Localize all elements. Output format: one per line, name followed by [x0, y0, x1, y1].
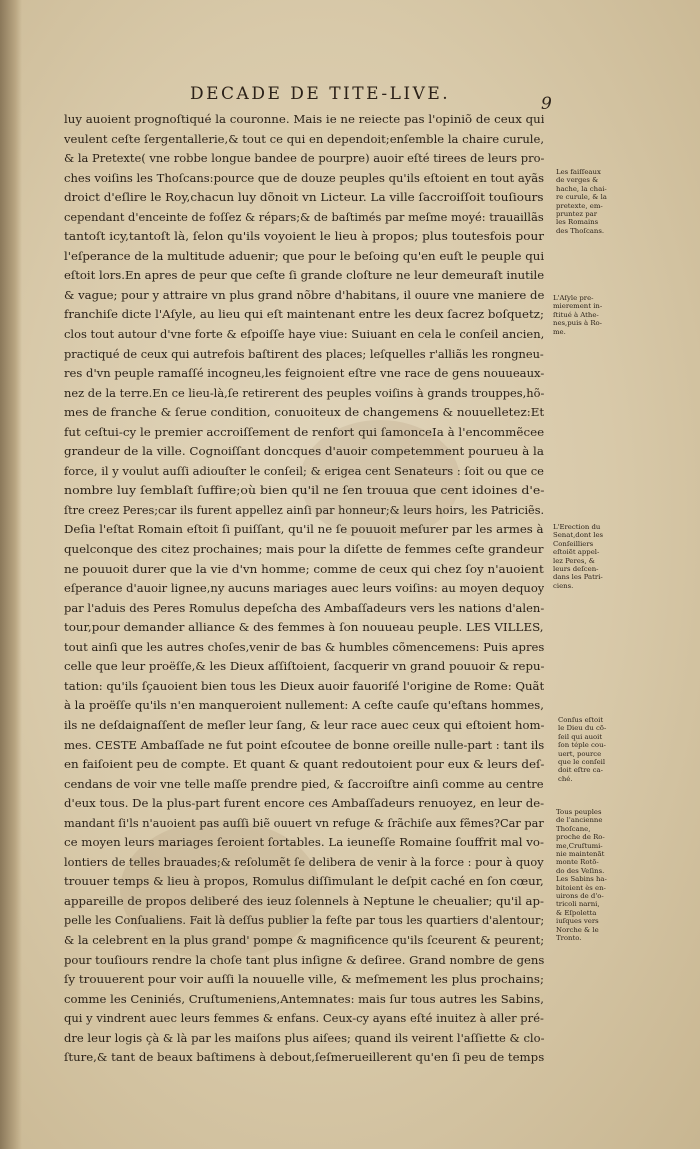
- marginal-note-line: les Romains: [556, 218, 599, 227]
- marginal-note-line: hache, la chai-: [556, 184, 607, 193]
- text-line: nez de la terre.En ce lieu-là,ſe retirerent des peuples voiſins à grands trouppes,hõ-: [64, 385, 544, 400]
- text-line: ches voiſins les Thoſcans:pource que de douze peuples qu'ils eſtoient en tout ayãs: [64, 170, 544, 185]
- marginal-note-line: le Dieu du cõ-: [558, 724, 607, 733]
- text-line: par l'aduis des Peres Romulus depeſcha des Ambaſſadeurs vers les nations d'alen-: [64, 600, 544, 615]
- text-line: qui y vindrent auec leurs femmes & enfans. Ceux-cy ayans eſté inuitez à aller pré-: [64, 1011, 544, 1026]
- text-line: trouuer temps & lieu à propos, Romulus diſſimulant le deſpit caché en ſon cœur,: [64, 874, 544, 889]
- text-line: à la proëſſe qu'ils n'en manqueroient nullement: A ceſte cauſe qu'eſtans hommes,: [64, 698, 544, 713]
- marginal-note-line: dans les Patri-: [553, 573, 603, 582]
- text-line: ſtre creez Peres;car ils furent appellez ainſi par honneur;& leurs hoirs, les Patriciẽs.: [64, 502, 544, 517]
- marginal-note-line: Les Sabins ha-: [556, 875, 607, 884]
- text-line: & la celebrent en la plus grand' pompe & magnificence qu'ils ſceurent & peurent;: [64, 932, 544, 947]
- marginal-note-line: Thoſcane,: [556, 824, 591, 833]
- marginal-note-faisceaux: [556, 168, 648, 235]
- text-line: res d'vn peuple ramaſſé incogneu,les feignoient eſtre vne race de gens nouueaux-: [64, 366, 544, 381]
- marginal-note-line: eſtoiẽt appel-: [553, 548, 600, 557]
- marginal-note-asyle: [553, 294, 645, 336]
- marginal-note-line: nie maintenãt: [556, 850, 605, 859]
- marginal-note-line: Norche & le: [556, 925, 599, 934]
- text-line: lontiers de telles brauades;& reſolumẽt ſe delibera de venir à la force : pour à quoy: [64, 854, 544, 869]
- text-line: pelle les Conſualiens. Fait là deſſus publier la feſte par tous les quartiers d'alentour;: [64, 913, 544, 928]
- marginal-note-line: me,Cruſtumi-: [556, 841, 603, 850]
- text-line: & la Pretexte( vne robbe longue bandee de pourpre) auoir eſté tirees de leurs pro-: [64, 151, 544, 166]
- marginal-note-line: & Eſpoletta: [556, 908, 597, 917]
- marginal-note-consus: [558, 716, 650, 783]
- text-line: ſture,& tant de beaux baſtimens à debout,ſeſmerueillerent qu'en ſi peu de temps: [64, 1050, 544, 1065]
- marginal-note-line: pretexte, em-: [556, 201, 603, 210]
- marginal-note-line: ſtitué à Athe-: [553, 310, 599, 319]
- marginal-note-line: Senat,dont les: [553, 531, 604, 540]
- marginal-note-line: uert, pource: [558, 749, 602, 758]
- marginal-note-line: que le conſeil: [558, 758, 606, 767]
- marginal-note-senat: [553, 523, 645, 590]
- text-line: tation: qu'ils ſçauoient bien tous les Dieux auoir fauoriſé l'origine de Rome: Quãt: [64, 678, 544, 693]
- text-line: tout ainſi que les autres choſes,venir de bas & humbles cõmencemens: Puis apres: [64, 639, 544, 654]
- text-line: veulent ceſte ſergentallerie,& tout ce qui en dependoit;enſemble la chaire curule,: [64, 131, 544, 146]
- marginal-note-line: ſon téple cou-: [558, 741, 606, 750]
- marginal-note-line: de l'ancienne: [556, 816, 603, 825]
- marginal-note-line: tricoli narni,: [556, 900, 600, 909]
- running-title: DECADE DE TITE-LIVE.: [190, 84, 451, 104]
- text-line: ce moyen leurs mariages ſeroient ſortables. La ieuneſſe Romaine ſouffrit mal vo-: [64, 835, 544, 850]
- main-text-block: [64, 110, 544, 1068]
- marginal-note-line: bitoient ès en-: [556, 883, 606, 892]
- text-line: mes de franche & ſerue condition, conuoiteux de changemens & nouuelletez:Et: [64, 405, 544, 420]
- marginal-note-line: ſeil qui auoit: [558, 732, 603, 741]
- text-line: l'eſperance de la multitude aduenir; que pour le beſoing qu'en euſt le peuple qui: [64, 248, 544, 263]
- text-line: nombre luy ſemblaſt ſuffire;où bien qu'il ne ſen trouua que cent idoines d'e-: [64, 483, 544, 498]
- marginal-note-line: ché.: [558, 774, 573, 783]
- text-line: franchiſe dicte l'Aſyle, au lieu qui eſt maintenant entre les deux ſacrez boſquetz;: [64, 307, 544, 322]
- text-line: comme les Ceniniés, Cruſtumeniens,Antemnates: mais ſur tous autres les Sabins,: [64, 991, 544, 1006]
- text-line: quelconque des citez prochaines; mais pour la diſette de femmes ceſte grandeur: [64, 542, 544, 557]
- text-line: force, il y voulut auſſi adiouſter le conſeil; & erigea cent Senateurs : ſoit ou que ce: [64, 463, 544, 478]
- text-line: appareille de propos deliberé des ieuz ſolennels à Neptune le cheualier; qu'il ap-: [64, 893, 544, 908]
- marginal-note-line: ciens.: [553, 581, 574, 590]
- text-line: cependant d'enceinte de foſſez & répars;& de baſtimés par meſme moyé: trauaillãs: [64, 209, 544, 224]
- text-line: mes. CESTE Ambaſſade ne fut point eſcoutee de bonne oreille nulle-part : tant ils: [64, 737, 544, 752]
- marginal-note-peuples: [556, 808, 648, 943]
- marginal-note-line: iuſques vers: [556, 917, 599, 926]
- page-number: 9: [541, 94, 552, 114]
- marginal-note-line: monte Rotõ-: [556, 858, 599, 867]
- text-line: ils ne deſdaignaſſent de meſler leur ſang, & leur race auec ceux qui eſtoient hom-: [64, 717, 544, 732]
- marginal-note-line: L'Aſyle pre-: [553, 294, 594, 302]
- text-line: en faiſoient peu de compte. Et quant & quant redoutoient pour eux & leurs deſ-: [64, 757, 544, 772]
- marginal-note-line: Tous peuples: [556, 808, 602, 816]
- marginal-note-line: des Thoſcans.: [556, 226, 605, 235]
- text-line: clos tout autour d'vne forte & eſpoiſſe haye viue: Suiuant en cela le conſeil ancien,: [64, 327, 544, 342]
- text-line: tantoſt icy,tantoſt là, ſelon qu'ils voyoient le lieu à propos; plus toutesfois pour: [64, 229, 544, 244]
- marginal-note-line: do des Veſins.: [556, 866, 605, 875]
- marginal-note-line: mierement in-: [553, 302, 603, 311]
- marginal-note-line: lez Peres, &: [553, 556, 595, 565]
- text-line: fut ceſtui-cy le premier accroiſſement de renfort qui ſamonceIa à l'encommẽcee: [64, 424, 544, 439]
- marginal-note-line: re curule, & la: [556, 193, 607, 202]
- text-line: cendans de voir vne telle maſſe prendre pied, & ſaccroiſtre ainſi comme au centre: [64, 776, 544, 791]
- marginal-note-line: leurs deſcen-: [553, 565, 599, 574]
- text-line: tour,pour demander alliance & des femmes à ſon nouueau peuple. LES VILLES,: [64, 620, 544, 635]
- text-line: dre leur logis çà & là par les maiſons plus aiſees; quand ils veirent l'aſſiette & clo-: [64, 1030, 544, 1045]
- text-line: grandeur de la ville. Cognoiſſant doncques d'auoir competemment pourueu à la: [64, 444, 544, 459]
- text-line: ſy trouuerent pour voir auſſi la nouuelle ville, & meſmement les plus prochains;: [64, 972, 544, 987]
- binding-gutter: [0, 0, 22, 1149]
- marginal-note-line: Tronto.: [556, 934, 582, 943]
- marginal-note-line: de verges &: [556, 176, 599, 185]
- marginal-note-line: Conſus eſtoit: [558, 716, 604, 724]
- marginal-note-line: L'Erection du: [553, 523, 601, 531]
- text-line: practiqué de ceux qui autrefois baſtirent des places; leſquelles r'alliãs les rongneu-: [64, 346, 544, 361]
- text-line: eſperance d'auoir lignee,ny aucuns mariages auec leurs voiſins: au moyen dequoy: [64, 581, 544, 596]
- text-line: eſtoit lors.En apres de peur que ceſte ſi grande cloſture ne leur demeuraſt inutile: [64, 268, 544, 283]
- text-line: d'eux tous. De la plus-part furent encore ces Ambaſſadeurs renuoyez, en leur de-: [64, 796, 544, 811]
- marginal-note-line: Les faiſſeaux: [556, 168, 601, 176]
- text-line: mandant ſi'ls n'auoient pas auſſi biẽ ouuert vn refuge & ſrãchiſe aux fẽmes?Car par: [64, 815, 544, 830]
- text-line: & vague; pour y attraire vn plus grand nõbre d'habitans, il ouure vne maniere de: [64, 287, 544, 302]
- marginal-note-line: proche de Ro-: [556, 833, 605, 842]
- text-line: celle que leur proëſſe,& les Dieux aſſiſtoient, ſacquerir vn grand pouuoir & repu-: [64, 659, 544, 674]
- marginal-note-line: nes,puis à Ro-: [553, 319, 602, 328]
- text-line: pour touſiours rendre la choſe tant plus inſigne & deſiree. Grand nombre de gens: [64, 952, 544, 967]
- marginal-note-line: Conſeilliers: [553, 539, 594, 548]
- text-line: droict d'eſlire le Roy,chacun luy dõnoit vn Licteur. La ville ſaccroiſſoit touſiours: [64, 190, 544, 205]
- marginal-note-line: me.: [553, 327, 566, 336]
- marginal-note-line: uirons de d'o-: [556, 892, 604, 901]
- marginal-note-line: doit eſtre ca-: [558, 766, 603, 775]
- text-line: luy auoient prognoſtiqué la couronne. Mais ie ne reiecte pas l'opiniõ de ceux qui: [64, 112, 544, 126]
- text-line: ne pouuoit durer que la vie d'vn homme; comme de ceux qui chez ſoy n'auoient: [64, 561, 544, 576]
- text-line: Deſia l'eſtat Romain eſtoit ſi puiſſant, qu'il ne ſe pouuoit meſurer par les armes à: [64, 522, 544, 537]
- marginal-note-line: pruntez par: [556, 210, 598, 219]
